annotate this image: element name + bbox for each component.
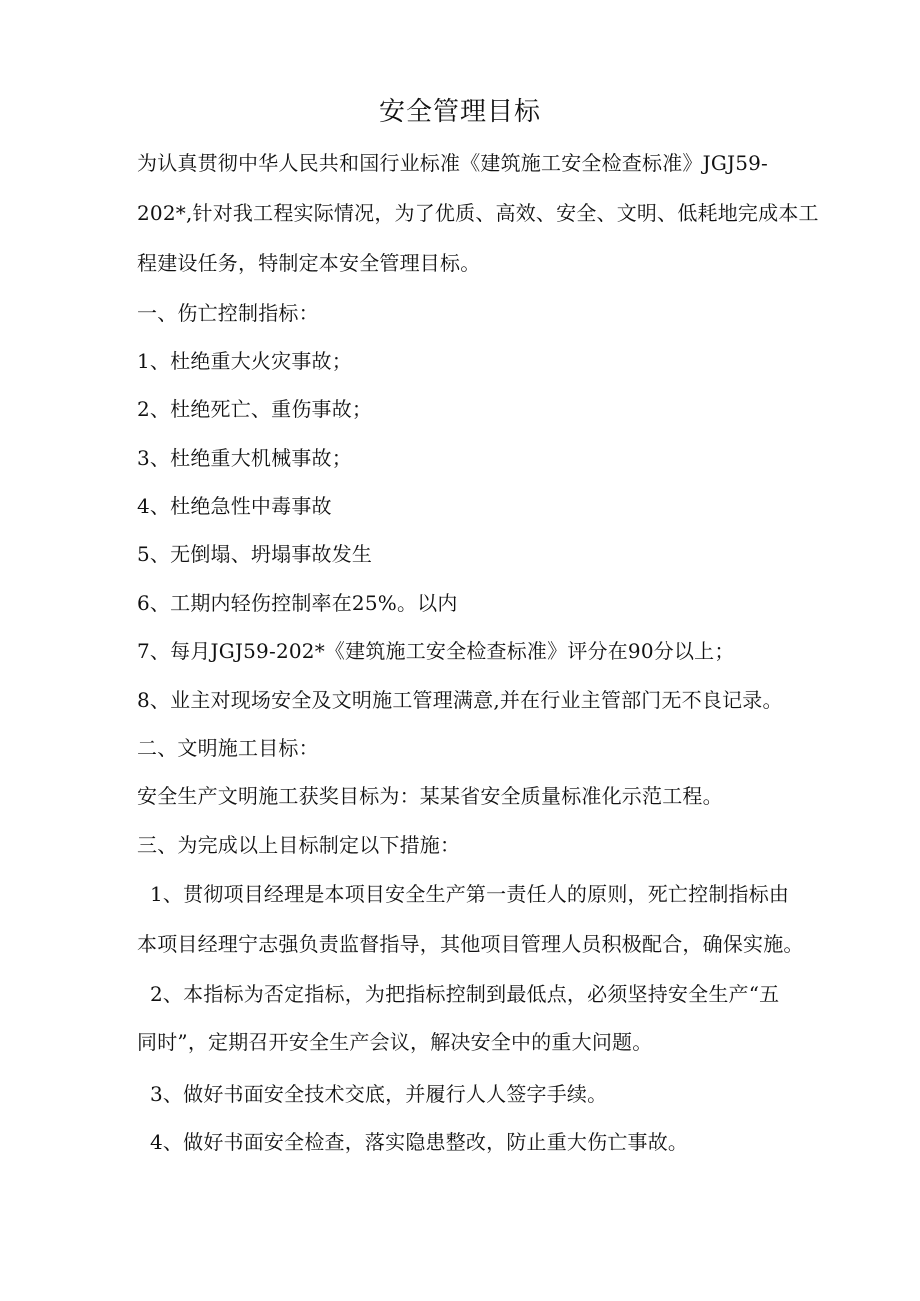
list-item: 3、杜绝重大机械事故； — [137, 446, 352, 470]
measure-1-line-2: 本项目经理宁志强负责监督指导，其他项目管理人员积极配合，确保实施。 — [137, 932, 804, 956]
list-item: 7、每月JGJ59-202*《建筑施工安全检查标准》评分在90分以上； — [137, 639, 735, 663]
list-item: 4、杜绝急性中毒事故 — [137, 494, 332, 518]
measure-3: 3、做好书面安全技术交底，并履行人人签字手续。 — [150, 1082, 608, 1106]
measure-4: 4、做好书面安全检查，落实隐患整改，防止重大伤亡事故。 — [150, 1130, 689, 1154]
list-item: 2、杜绝死亡、重伤事故； — [137, 397, 373, 421]
list-item: 8、业主对现场安全及文明施工管理满意,并在行业主管部门无不良记录。 — [137, 688, 783, 712]
section-2-heading: 二、文明施工目标： — [137, 736, 319, 760]
intro-line-1: 为认真贯彻中华人民共和国行业标准《建筑施工安全检查标准》JGJ59- — [137, 151, 769, 175]
intro-line-3: 程建设任务，特制定本安全管理目标。 — [137, 251, 481, 275]
section-1-heading: 一、伤亡控制指标： — [137, 301, 319, 325]
measure-2-line-2: 同时”，定期召开安全生产会议，解决安全中的重大问题。 — [137, 1030, 653, 1054]
intro-line-2: 202*,针对我工程实际情况，为了优质、高效、安全、文明、低耗地完成本工 — [137, 201, 819, 225]
measure-1-line-1: 1、贯彻项目经理是本项目安全生产第一责任人的原则，死亡控制指标由 — [150, 882, 790, 906]
list-item: 6、工期内轻伤控制率在25%。以内 — [137, 591, 458, 615]
document-title: 安全管理目标 — [378, 97, 541, 127]
measure-2-line-1: 2、本指标为否定指标，为把指标控制到最低点，必须坚持安全生产“五 — [150, 982, 780, 1006]
section-2-text: 安全生产文明施工获奖目标为：某某省安全质量标准化示范工程。 — [137, 784, 723, 808]
list-item: 1、杜绝重大火灾事故； — [137, 349, 352, 373]
section-3-heading: 三、为完成以上目标制定以下措施： — [137, 833, 461, 857]
list-item: 5、无倒塌、坍塌事故发生 — [137, 542, 373, 566]
